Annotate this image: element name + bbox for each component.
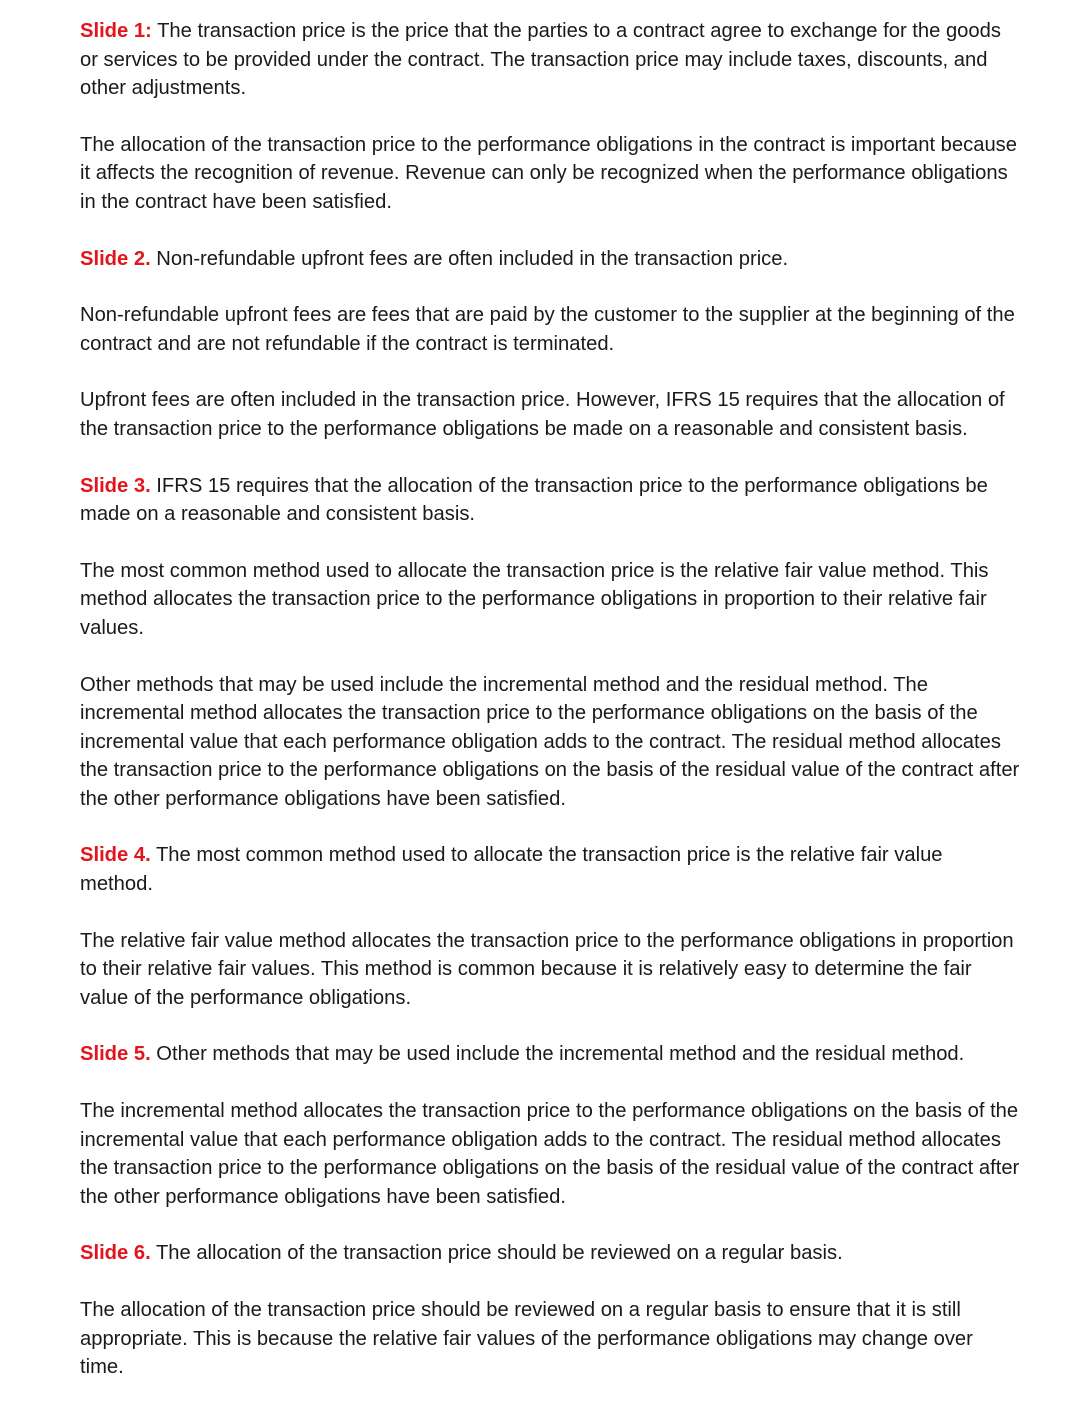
slide-3-intro xyxy=(80,472,1020,529)
slide-2-intro xyxy=(80,245,1020,274)
slide-5-intro xyxy=(80,1040,1020,1069)
slide-2-label: Slide 2. xyxy=(80,247,151,270)
slide-6-paragraph-2: The allocation of the transaction price should be reviewed on a regular basis to ensure that it is still appropriate. This is because the relative fair values of the performance obligations may change over time. xyxy=(80,1299,973,1379)
slide-4-intro xyxy=(80,841,1020,898)
slide-2-paragraph-2: Non-refundable upfront fees are fees that are paid by the customer to the supplier at the beginning of the contract and are not refundable if the contract is terminated. xyxy=(80,304,1015,355)
slide-4-label: Slide 4. xyxy=(80,844,151,867)
slide-4-paragraph-2: The relative fair value method allocates the transaction price to the performance obligations in proportion to their relative fair values. This method is common because it is relatively easy to determine the fair value of the performance obligations. xyxy=(80,929,1014,1009)
slide-1-paragraph-2: The allocation of the transaction price to the performance obligations in the contract is important because it affects the recognition of revenue. Revenue can only be recognized when the performance obligations in the contract have been satisfied. xyxy=(80,133,1018,213)
slide-1-intro xyxy=(80,17,1020,103)
slide-2-paragraph-3: Upfront fees are often included in the transaction price. However, IFRS 15 requires that the allocation of the transaction price to the performance obligations be made on a reasonable and consistent basis. xyxy=(80,389,1005,440)
slide-1-text: The transaction price is the price that the parties to a contract agree to exchange for the goods or services to be provided under the contract. The transaction price may include taxes, discounts, and other adjustments. xyxy=(80,20,1001,100)
slide-1-label: Slide 1: xyxy=(80,20,152,42)
slide-5-label: Slide 5. xyxy=(80,1043,151,1066)
slide-6-intro xyxy=(80,1239,1020,1268)
slide-3-paragraph-2: The most common method used to allocate the transaction price is the relative fair value method. This method allocates the transaction price to the performance obligations in proportion to their relative fair values. xyxy=(80,559,989,639)
slide-3-label: Slide 3. xyxy=(80,474,151,497)
slide-5-text: Other methods that may be used include the incremental method and the residual method. xyxy=(156,1043,965,1066)
slide-2-text: Non-refundable upfront fees are often included in the transaction price. xyxy=(156,247,789,270)
slide-5-paragraph-2: The incremental method allocates the transaction price to the performance obligations on the basis of the incremental value that each performance obligation adds to the contract. The residual method allocates the transaction price to the performance obligations on the basis of the residual value of the contract after the other performance obligations have been satisfied. xyxy=(80,1100,1020,1208)
slide-3-text: IFRS 15 requires that the allocation of the transaction price to the performance obligations be made on a reasonable and consistent basis. xyxy=(80,474,988,526)
slide-6-text: The allocation of the transaction price should be reviewed on a regular basis. xyxy=(155,1242,843,1265)
slide-4-text: The most common method used to allocate the transaction price is the relative fair value method. xyxy=(80,844,943,896)
slide-3-paragraph-3: Other methods that may be used include the incremental method and the residual method. The incremental method allocates the transaction price to the performance obligations on the basis of the incremental value that each performance obligation adds to the contract. The residual method allocates the transaction price to the performance obligations on the basis of the residual value of the contract after the other performance obligations have been satisfied. xyxy=(80,673,1020,810)
slide-6-label: Slide 6. xyxy=(80,1242,151,1265)
